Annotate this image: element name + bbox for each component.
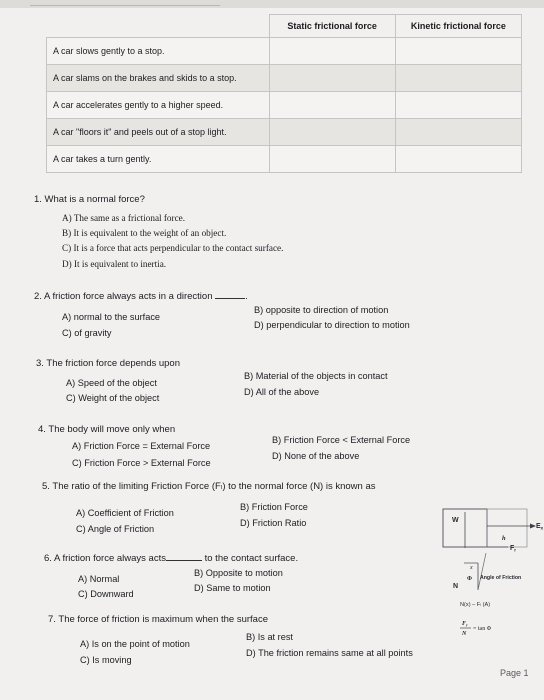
question-7-option-c[interactable]: C) Is moving	[80, 655, 132, 665]
ratio-numerator	[462, 621, 468, 628]
scenario-cell: A car accelerates gently to a higher speed.	[47, 92, 270, 119]
question-5-option-a[interactable]: A) Coefficient of Friction	[76, 508, 174, 518]
question-3-option-d[interactable]: D) All of the above	[244, 387, 320, 397]
question-4-option-d[interactable]: D) None of the above	[272, 451, 360, 461]
answer-cell-kinetic[interactable]	[395, 65, 521, 92]
answer-cell-static[interactable]	[269, 65, 395, 92]
external-force-label	[536, 523, 544, 531]
answer-cell-static[interactable]	[269, 92, 395, 119]
scenario-cell: A car "floors it" and peels out of a stop light.	[47, 119, 270, 146]
answer-cell-kinetic[interactable]	[395, 92, 521, 119]
question-6-option-d[interactable]: D) Same to motion	[194, 583, 271, 593]
answer-cell-static[interactable]	[269, 119, 395, 146]
question-6-option-c[interactable]: C) Downward	[78, 589, 134, 599]
question-1-stem: 1. What is a normal force?	[34, 194, 145, 205]
question-2-option-c[interactable]: C) of gravity	[62, 328, 112, 338]
question-3-option-a[interactable]: A) Speed of the object	[66, 378, 157, 388]
ratio-numerator-subscript: r	[466, 622, 468, 628]
x-label: x	[470, 565, 473, 571]
table-row	[47, 146, 522, 173]
question-7-option-a[interactable]: A) Is on the point of motion	[80, 639, 190, 649]
question-7-option-b[interactable]: B) Is at rest	[246, 632, 293, 642]
table-row	[47, 65, 522, 92]
name-line	[30, 5, 220, 6]
scenario-cell: A car slams on the brakes and skids to a stop.	[47, 65, 270, 92]
question-6-option-b[interactable]: B) Opposite to motion	[194, 568, 283, 578]
question-1-option-d[interactable]: D) It is equivalent to inertia.	[62, 259, 167, 269]
table-row	[47, 38, 522, 65]
question-2-option-d[interactable]: D) perpendicular to direction to motion	[254, 320, 410, 330]
table-row	[47, 119, 522, 146]
question-4-option-b[interactable]: B) Friction Force < External Force	[272, 435, 411, 445]
question-4-option-a[interactable]: A) Friction Force = External Force	[72, 441, 211, 451]
ratio-equals-tan: = tan Φ	[473, 626, 492, 632]
question-3-option-b[interactable]: B) Material of the objects in contact	[244, 371, 388, 381]
question-4-option-c[interactable]: C) Friction Force > External Force	[72, 458, 211, 468]
external-force-letter: E	[536, 523, 541, 530]
header-strip	[0, 0, 544, 8]
question-1-option-b[interactable]: B) It is equivalent to the weight of an object.	[62, 228, 227, 238]
question-2-stem-text: 2. A friction force always acts in a direction	[34, 291, 213, 302]
question-5-option-c[interactable]: C) Angle of Friction	[76, 524, 155, 534]
answer-cell-static[interactable]	[269, 38, 395, 65]
answer-cell-kinetic[interactable]	[395, 146, 521, 173]
table-header-static: Static frictional force	[269, 15, 395, 38]
answer-blank[interactable]	[166, 551, 202, 561]
question-2-stem	[34, 289, 248, 304]
question-1-option-c[interactable]: C) It is a force that acts perpendicular to the contact surface.	[62, 243, 284, 253]
weight-label: W	[452, 517, 459, 524]
friction-force-letter: F	[510, 545, 515, 552]
friction-classification-table	[46, 14, 522, 173]
ratio-denominator: N	[462, 631, 467, 637]
answer-cell-kinetic[interactable]	[395, 38, 521, 65]
question-3-stem: 3. The friction force depends upon	[36, 358, 181, 369]
question-6-stem-text: 6. A friction force always acts	[44, 553, 166, 564]
question-4-stem: 4. The body will move only when	[38, 424, 176, 435]
h-label: h	[502, 535, 506, 542]
question-3-option-c[interactable]: C) Weight of the object	[66, 393, 160, 403]
table-row	[47, 92, 522, 119]
force-box	[487, 509, 527, 547]
scenario-cell: A car slows gently to a stop.	[47, 38, 270, 65]
question-5-stem: 5. The ratio of the limiting Friction Force (Fₗ) to the normal force (N) is known as	[42, 481, 376, 492]
question-2-option-b[interactable]: B) opposite to direction of motion	[254, 305, 389, 315]
friction-force-label	[510, 545, 516, 553]
friction-force-subscript: r	[514, 547, 517, 553]
scenario-cell: A car takes a turn gently.	[47, 146, 270, 173]
question-6-option-a[interactable]: A) Normal	[78, 574, 120, 584]
question-1-option-a[interactable]: A) The same as a frictional force.	[62, 213, 186, 223]
question-5-option-d[interactable]: D) Friction Ratio	[240, 518, 307, 528]
normal-force-equation: N(x) – Fₗ (A)	[460, 602, 491, 608]
external-force-subscript: x	[540, 525, 544, 531]
question-7-option-d[interactable]: D) The friction remains same at all points	[246, 648, 413, 658]
question-6-stem	[44, 551, 298, 566]
page-number: Page 1	[500, 668, 529, 678]
question-6-stem-end: to the contact surface.	[204, 553, 299, 564]
normal-force-label: N	[453, 583, 459, 590]
question-7-stem: 7. The force of friction is maximum when the surface	[48, 614, 268, 625]
ratio-numerator-letter: F	[462, 621, 467, 627]
answer-blank[interactable]	[215, 289, 245, 299]
table-header-kinetic: Kinetic frictional force	[395, 15, 521, 38]
phi-label: Φ	[467, 576, 472, 582]
question-2-stem-end: .	[245, 291, 248, 302]
table-header-row	[47, 15, 522, 38]
angle-of-friction-label: Angle of Friction	[480, 575, 522, 581]
resultant-line	[478, 553, 486, 590]
question-5-option-b[interactable]: B) Friction Force	[240, 502, 308, 512]
friction-diagram	[440, 498, 544, 648]
answer-cell-kinetic[interactable]	[395, 119, 521, 146]
table-header-blank	[47, 15, 270, 38]
question-2-option-a[interactable]: A) normal to the surface	[62, 312, 161, 322]
answer-cell-static[interactable]	[269, 146, 395, 173]
